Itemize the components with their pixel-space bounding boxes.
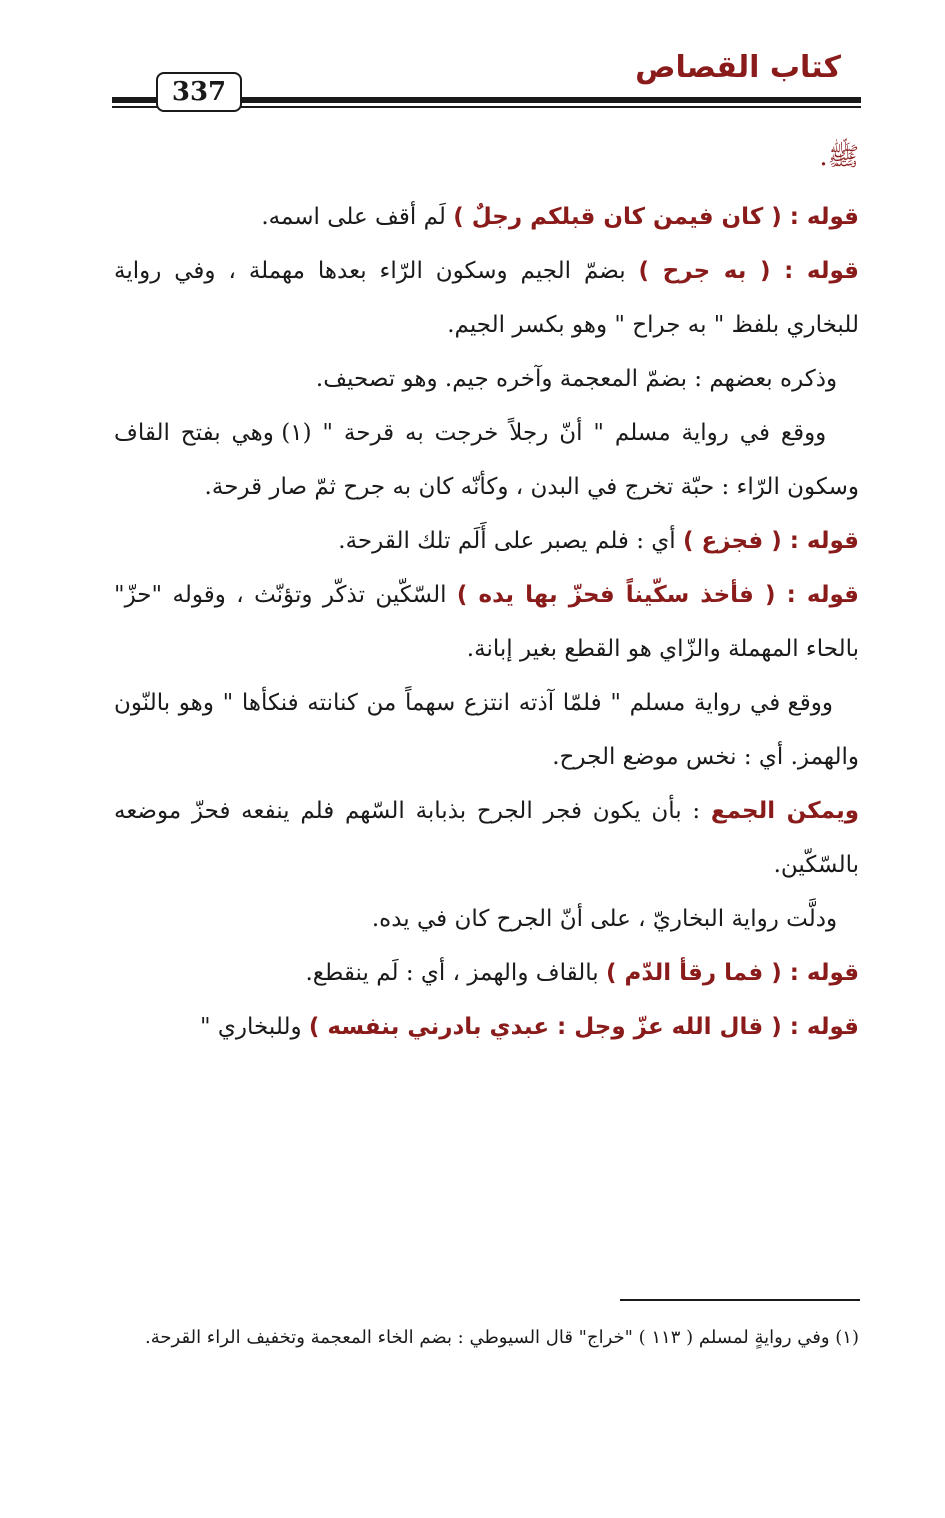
footnote-separator — [620, 1299, 860, 1301]
paragraph-keyword: قوله : ( فجزع ) — [683, 528, 859, 554]
honorific-glyph: ﷺ. — [819, 142, 859, 172]
paragraph — [114, 892, 859, 946]
main-text — [114, 190, 859, 1054]
paragraph-text: ودلَّت رواية البخاريّ ، على أنّ الجرح كان في يده. — [371, 906, 838, 932]
paragraph — [114, 1000, 859, 1054]
paragraph-keyword: قوله : ( فأخذ سكّيناً فحزّ بها يده ) — [456, 582, 859, 608]
book-title: كتاب القصاص — [635, 50, 841, 85]
paragraph-text: بالقاف والهمز ، أي : لَم ينقطع. — [305, 960, 606, 986]
footnote: (١) وفي روايةٍ لمسلم ( ١١٣ ) "خراج" قال السيوطي : بضم الخاء المعجمة وتخفيف الراء القرحة. — [145, 1327, 859, 1348]
paragraph — [114, 244, 859, 352]
paragraph-keyword: قوله : ( كان فيمن كان قبلكم رجلٌ ) — [453, 204, 859, 230]
paragraph — [114, 514, 859, 568]
paragraph-text: بضمّ الجيم وسكون الرّاء بعدها مهملة ، وفي رواية للبخاري بلفظ " به جراح " وهو بكسر الجيم. — [114, 258, 859, 338]
paragraph-keyword: قوله : ( به جرح ) — [638, 258, 859, 284]
paragraph-keyword: قوله : ( قال الله عزّ وجل : عبدي بادرني بنفسه ) — [308, 1014, 859, 1040]
paragraph-text: أي : فلم يصبر على أَلَم تلك القرحة. — [338, 528, 684, 554]
paragraph — [114, 406, 859, 514]
page-header — [0, 0, 945, 120]
paragraph — [114, 568, 859, 676]
paragraph — [114, 784, 859, 892]
paragraph-text: : بأن يكون فجر الجرح بذبابة السّهم فلم ينفعه فحزّ موضعه بالسّكّين. — [114, 798, 859, 878]
paragraph-keyword: قوله : ( فما رقأ الدّم ) — [605, 960, 859, 986]
paragraph — [114, 352, 859, 406]
paragraph-text: لَم أقف على اسمه. — [261, 204, 454, 230]
paragraph-keyword: ويمكن الجمع — [710, 798, 860, 824]
page-number: 337 — [156, 72, 242, 112]
paragraph — [114, 676, 859, 784]
paragraph-text: السّكّين تذكّر وتؤنّث ، وقوله "حزّ" بالحاء المهملة والزّاي هو القطع بغير إبانة. — [114, 582, 859, 662]
paragraph-text: ووقع في رواية مسلم " أنّ رجلاً خرجت به قرحة " (١) وهي بفتح القاف وسكون الرّاء : حبّة تخرج في البدن ، وكأنّه كان به جرح ثمّ صار قرحة. — [114, 420, 859, 500]
paragraph-text: وذكره بعضهم : بضمّ المعجمة وآخره جيم. وهو تصحيف. — [315, 366, 838, 392]
paragraph-text: ووقع في رواية مسلم " فلمّا آذته انتزع سهماً من كنانته فنكأها " وهو بالنّون والهمز. أي : نخس موضع الجرح. — [114, 690, 859, 770]
paragraph — [114, 946, 859, 1000]
paragraph — [114, 190, 859, 244]
paragraph-text: وللبخاري " — [200, 1014, 309, 1040]
